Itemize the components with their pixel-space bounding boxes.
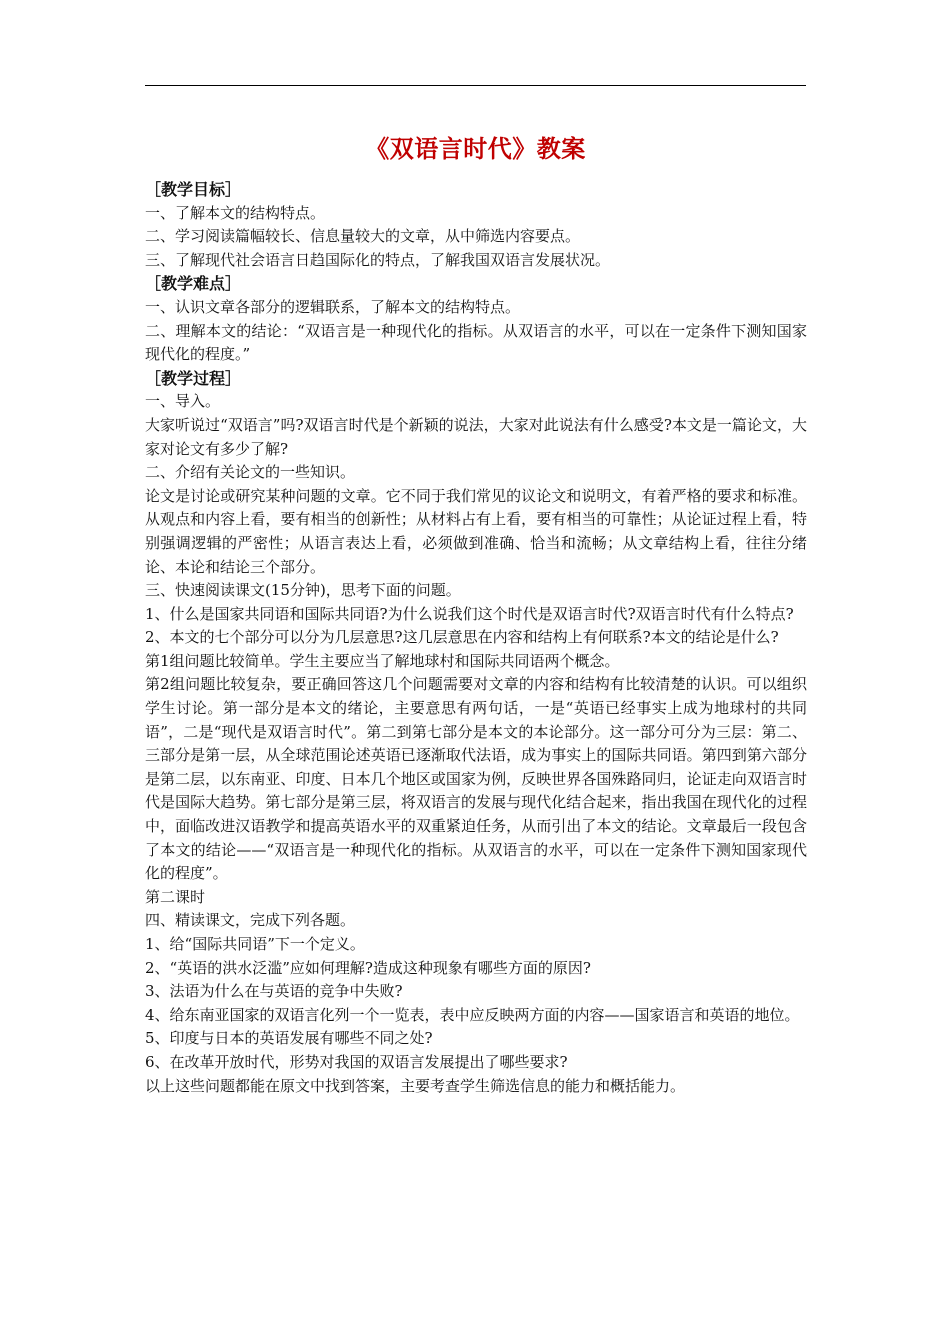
paragraph: 四、精读课文，完成下列各题。 [145, 911, 356, 930]
paragraph: 一、认识文章各部分的逻辑联系，了解本文的结构特点。 [145, 297, 521, 316]
paragraph: 2、“英语的洪水泛滥”应如何理解?造成这种现象有哪些方面的原因? [145, 958, 591, 977]
paragraph: 二、学习阅读篇幅较长、信息量较大的文章，从中筛选内容要点。 [145, 227, 581, 246]
paragraph: 以上这些问题都能在原文中找到答案，主要考查学生筛选信息的能力和概括能力。 [145, 1076, 686, 1095]
paragraph: 2、本文的七个部分可以分为几层意思?这几层意思在内容和结构上有何联系?本文的结论是什么? [145, 628, 779, 647]
paragraph: 二、理解本文的结论：“双语言是一种现代化的指标。从双语言的水平，可以在一定条件下测知国家现代化的程度。” [145, 321, 807, 364]
section-heading: ［教学难点］ [145, 274, 242, 294]
document-body [145, 178, 807, 1098]
paragraph: 第1组问题比较简单。学生主要应当了解地球村和国际共同语两个概念。 [145, 651, 620, 670]
section-heading: ［教学过程］ [145, 368, 242, 388]
paragraph: 三、快速阅读课文(15分钟)，思考下面的问题。 [145, 581, 461, 600]
paragraph: 二、介绍有关论文的一些知识。 [145, 463, 356, 482]
paragraph: 4、给东南亚国家的双语言化列一个一览表，表中应反映两方面的内容——国家语言和英语的地位。 [145, 1005, 800, 1024]
header-rule [145, 85, 806, 86]
paragraph: 第2组问题比较复杂，要正确回答这几个问题需要对文章的内容和结构有比较清楚的认识。可以组织学生讨论。第一部分是本文的绪论，主要意思有两句话，一是“英语已经事实上成为地球村的共同语”，二是“现代是双语言时代”。第二到第七部分是本文的本论部分。这一部分可分为三层：第二、三部分是第一层，从全球范围论述英语已逐渐取代法语，成为事实上的国际共同语。第四到第六部分是第二层，以东南亚、印度、日本几个地区或国家为例，反映世界各国殊路同归，论证走向双语言时代是国际大趋势。第七部分是第三层，将双语言的发展与现代化结合起来，指出我国在现代化的过程中，面临改进汉语教学和提高英语水平的双重紧迫任务，从而引出了本文的结论。文章最后一段包含了本文的结论——“双语言是一种现代化的指标。从双语言的水平，可以在一定条件下测知国家现代化的程度”。 [145, 675, 807, 883]
paragraph: 1、什么是国家共同语和国际共同语?为什么说我们这个时代是双语言时代?双语言时代有什么特点? [145, 604, 794, 623]
paragraph: 1、给“国际共同语”下一个定义。 [145, 935, 365, 953]
paragraph: 5、印度与日本的英语发展有哪些不同之处? [145, 1029, 433, 1048]
document-title: 《双语言时代》教案 [365, 134, 586, 163]
paragraph: 三、了解现代社会语言日趋国际化的特点，了解我国双语言发展状况。 [145, 250, 611, 269]
paragraph: 一、了解本文的结构特点。 [145, 203, 326, 222]
paragraph: 论文是讨论或研究某种问题的文章。它不同于我们常见的议论文和说明文，有着严格的要求和标准。从观点和内容上看，要有相当的创新性；从材料占有上看，要有相当的可靠性；从论证过程上看，特别强调逻辑的严密性；从语言表达上看，必须做到准确、恰当和流畅；从文章结构上看，往往分绪论、本论和结论三个部分。 [145, 486, 807, 576]
paragraph: 大家听说过“双语言”吗?双语言时代是个新颖的说法，大家对此说法有什么感受?本文是一篇论文，大家对论文有多少了解? [145, 415, 807, 458]
paragraph: 6、在改革开放时代，形势对我国的双语言发展提出了哪些要求? [145, 1052, 568, 1071]
paragraph: 一、导入。 [145, 392, 221, 411]
paragraph: 第二课时 [145, 887, 206, 906]
section-heading: ［教学目标］ [145, 180, 242, 199]
paragraph: 3、法语为什么在与英语的竞争中失败? [145, 982, 403, 1001]
